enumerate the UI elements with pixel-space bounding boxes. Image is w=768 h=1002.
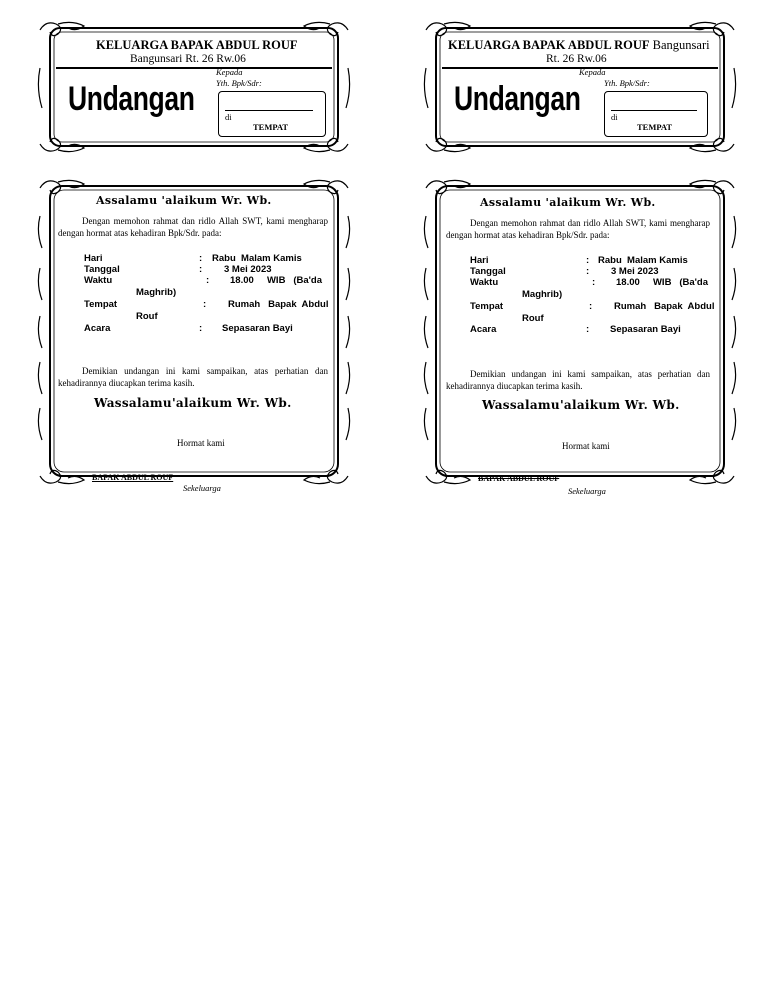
hari-label: Hari — [470, 255, 489, 266]
waktu-continuation: Maghrib) — [136, 287, 177, 298]
acara-value: Sepasaran Bayi — [610, 324, 681, 335]
tempat-label: TEMPAT — [253, 122, 289, 132]
hari-label: Hari — [84, 253, 103, 264]
salam-closing: Wassalamu'alaikum Wr. Wb. — [94, 396, 292, 410]
tempat-label: Tempat — [84, 299, 118, 310]
tempat-colon: : — [203, 299, 207, 310]
hormat-kami: Hormat kami — [177, 438, 225, 448]
recipient-line — [611, 110, 697, 111]
hari-value: Rabu Malam Kamis — [212, 253, 302, 264]
waktu-colon: : — [592, 277, 596, 288]
waktu-value: 18.00 WIB (Ba'da — [616, 277, 709, 288]
address-line: Bangunsari Rt. 26 Rw.06 — [130, 53, 246, 65]
waktu-label: Waktu — [84, 275, 113, 286]
closing-paragraph: Demikian undangan ini kami sampaikan, atas perhatian dan kehadirannya diucapkan terima kasih. — [58, 366, 328, 388]
waktu-continuation: Maghrib) — [522, 289, 563, 300]
header-card-right — [422, 18, 738, 156]
family-suffix: Bangunsari — [652, 38, 710, 52]
acara-colon: : — [586, 324, 590, 335]
tempat-value: Rumah Bapak Abdul — [614, 301, 715, 312]
address-line: Rt. 26 Rw.06 — [546, 53, 607, 65]
tempat-continuation: Rouf — [136, 311, 158, 322]
intro-paragraph: Dengan memohon rahmat dan ridlo Allah SWT, kami mengharap dengan hormat atas kehadiran Bpk/Sdr. pada: — [58, 216, 328, 238]
signer-name: BAPAK ABDUL ROUF — [92, 473, 174, 482]
recipient-line — [225, 110, 313, 111]
invitation-title: Undangan — [454, 80, 581, 118]
tanggal-value: 3 Mei 2023 — [224, 264, 272, 275]
tanggal-colon: : — [586, 266, 590, 277]
invitation-title: Undangan — [68, 80, 195, 118]
family-name: KELUARGA BAPAK ABDUL ROUF — [96, 38, 298, 52]
header-card-left — [36, 18, 352, 156]
signer-name: BAPAK ABDUL ROUF — [478, 474, 560, 483]
hormat-kami: Hormat kami — [562, 441, 610, 451]
acara-label: Acara — [84, 323, 111, 334]
family-name-bold: KELUARGA BAPAK ABDUL ROUF — [448, 38, 650, 52]
di-label: di — [225, 112, 232, 122]
waktu-label: Waktu — [470, 277, 499, 288]
intro-paragraph: Dengan memohon rahmat dan ridlo Allah SWT, kami mengharap dengan hormat atas kehadiran Bpk/Sdr. pada: — [446, 218, 710, 240]
kepada-label: Kepada — [216, 67, 243, 77]
tanggal-label: Tanggal — [470, 266, 506, 277]
salam-closing: Wassalamu'alaikum Wr. Wb. — [482, 398, 680, 412]
acara-label: Acara — [470, 324, 497, 335]
tanggal-label: Tanggal — [84, 264, 120, 275]
tempat-value: Rumah Bapak Abdul — [228, 299, 329, 310]
acara-colon: : — [199, 323, 203, 334]
sekeluarga: Sekeluarga — [183, 483, 221, 493]
tanggal-colon: : — [199, 264, 203, 275]
yth-label: Yth. Bpk/Sdr: — [216, 78, 262, 88]
tempat-colon: : — [589, 301, 593, 312]
recipient-box — [604, 91, 708, 137]
hari-colon: : — [586, 255, 590, 266]
sekeluarga: Sekeluarga — [568, 486, 606, 496]
recipient-box — [218, 91, 326, 137]
greeting: Assalamu 'alaikum Wr. Wb. — [480, 196, 656, 209]
tempat-label: Tempat — [470, 301, 504, 312]
acara-value: Sepasaran Bayi — [222, 323, 293, 334]
tanggal-value: 3 Mei 2023 — [611, 266, 659, 277]
body-card-right — [422, 176, 738, 496]
hari-value: Rabu Malam Kamis — [598, 255, 688, 266]
di-label: di — [611, 112, 618, 122]
closing-paragraph: Demikian undangan ini kami sampaikan, atas perhatian dan kehadirannya diucapkan terima kasih. — [446, 369, 710, 391]
header-divider — [56, 67, 332, 69]
yth-label: Yth. Bpk/Sdr: — [604, 78, 650, 88]
family-name — [448, 38, 710, 53]
hari-colon: : — [199, 253, 203, 264]
greeting: Assalamu 'alaikum Wr. Wb. — [96, 194, 272, 207]
tempat-label: TEMPAT — [637, 122, 673, 132]
body-card-left — [36, 176, 352, 493]
tempat-continuation: Rouf — [522, 313, 544, 324]
waktu-value: 18.00 WIB (Ba'da — [230, 275, 323, 286]
kepada-label: Kepada — [579, 67, 606, 77]
waktu-colon: : — [206, 275, 210, 286]
